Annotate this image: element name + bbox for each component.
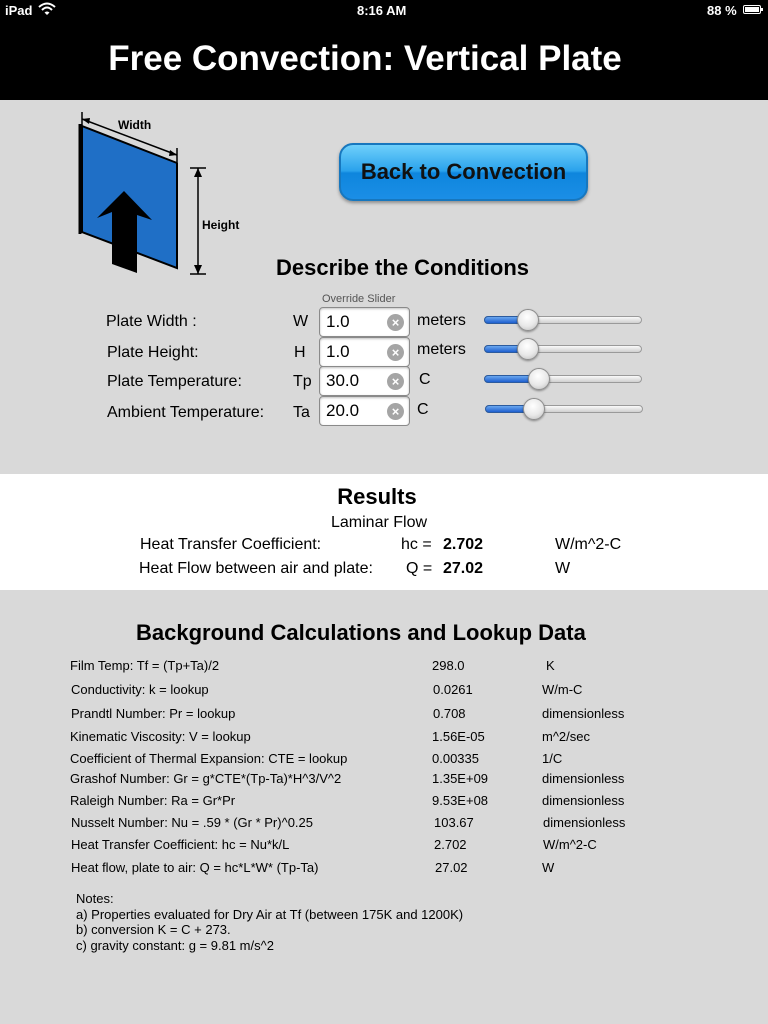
calc-label: Raleigh Number: Ra = Gr*Pr [70,793,236,808]
calc-value: 9.53E+08 [432,793,489,808]
battery-percent: 88 % [707,3,737,18]
override-slider-hint: Override Slider [322,293,396,305]
clear-icon[interactable]: × [387,344,404,361]
calc-value: 1.35E+09 [432,771,489,786]
plate-width-slider[interactable] [484,309,642,331]
calc-value: 0.708 [433,706,466,721]
calc-value: 0.0261 [433,682,473,697]
plate-temperature-symbol: Tp [293,373,312,390]
device-name: iPad [5,3,33,18]
calc-unit: dimensionless [542,793,625,808]
width-dimension-label: Width [118,118,152,132]
calc-unit: m^2/sec [542,729,591,744]
plate-temperature-label: Plate Temperature: [107,373,242,390]
calc-unit: dimensionless [543,815,626,830]
note-line: c) gravity constant: g = 9.81 m/s^2 [76,937,274,953]
note-line: b) conversion K = C + 273. [76,922,231,937]
ambient-temperature-symbol: Ta [293,404,310,421]
calc-label: Prandtl Number: Pr = lookup [71,706,236,721]
heat-transfer-coefficient-label: Heat Transfer Coefficient: [140,536,322,553]
calc-unit: W/m-C [542,682,583,697]
calc-value: 1.56E-05 [432,729,485,744]
plate-width-label: Plate Width : [106,313,197,330]
back-to-convection-button[interactable]: Back to Convection [339,143,588,201]
plate-height-label: Plate Height: [107,344,199,361]
note-line: a) Properties evaluated for Dry Air at Tf (between 175K and 1200K) [76,906,464,922]
calc-label: Grashof Number: Gr = g*CTE*(Tp-Ta)*H^3/V^2 [70,771,342,786]
q-unit: W [555,560,571,577]
calc-unit: dimensionless [542,706,625,721]
plate-width-unit: meters [417,312,466,329]
plate-height-field[interactable] [319,337,410,367]
wifi-icon [38,2,56,19]
calc-value: 298.0 [432,658,465,673]
plate-height-input[interactable] [326,342,384,362]
calc-label: Film Temp: Tf = (Tp+Ta)/2 [70,658,220,673]
q-value: 27.02 [443,560,484,577]
plate-width-symbol: W [293,313,309,330]
vertical-plate-diagram [72,108,272,280]
hc-unit: W/m^2-C [555,536,622,553]
hc-symbol: hc = [401,536,432,553]
title-bar [0,20,768,100]
plate-height-symbol: H [294,344,306,361]
plate-temperature-slider[interactable] [484,368,642,390]
heat-flow-label: Heat Flow between air and plate: [139,560,373,577]
calc-label: Nusselt Number: Nu = .59 * (Gr * Pr)^0.25 [71,815,313,830]
plate-temperature-unit: C [419,371,431,388]
plate-height-unit: meters [417,341,466,358]
notes-section [76,891,463,953]
clock: 8:16 AM [357,3,407,18]
calc-value: 0.00335 [432,751,479,766]
height-dimension-label: Height [202,218,240,232]
conditions-heading: Describe the Conditions [276,255,530,280]
calc-value: 103.67 [434,815,474,830]
page-title: Free Convection: Vertical Plate [108,39,622,78]
flow-regime: Laminar Flow [330,514,428,531]
notes-title: Notes: [76,891,114,906]
clear-icon[interactable]: × [387,314,404,331]
ambient-temperature-label: Ambient Temperature: [107,404,265,421]
clear-icon[interactable]: × [387,403,404,420]
calc-unit: dimensionless [542,771,625,786]
calc-label: Heat Transfer Coefficient: hc = Nu*k/L [71,837,290,852]
slider-thumb[interactable] [517,338,539,360]
calc-label: Coefficient of Thermal Expansion: CTE = lookup [70,751,348,766]
calc-value: 27.02 [435,860,468,875]
ambient-temperature-unit: C [417,401,429,418]
ambient-temperature-slider[interactable] [485,398,643,420]
plate-height-slider[interactable] [484,338,642,360]
ambient-temperature-field[interactable] [319,396,410,426]
calc-unit: K [546,658,555,673]
calc-label: Heat flow, plate to air: Q = hc*L*W* (Tp-Ta) [71,860,319,875]
plate-temperature-field[interactable] [319,366,410,396]
status-bar [0,0,768,20]
battery-icon [743,5,761,14]
background-heading: Background Calculations and Lookup Data [136,620,586,645]
slider-thumb[interactable] [528,368,550,390]
calc-unit: 1/C [542,751,563,766]
plate-temperature-input[interactable] [326,371,384,391]
q-symbol: Q = [406,560,433,577]
calc-label: Conductivity: k = lookup [71,682,209,697]
slider-thumb[interactable] [523,398,545,420]
results-panel [0,474,768,590]
hc-value: 2.702 [443,536,484,553]
calc-unit: W/m^2-C [543,837,597,852]
calc-label: Kinematic Viscosity: V = lookup [70,729,251,744]
calc-unit: W [542,860,555,875]
plate-width-input[interactable] [326,312,384,332]
ambient-temperature-input[interactable] [326,401,384,421]
clear-icon[interactable]: × [387,373,404,390]
slider-thumb[interactable] [517,309,539,331]
results-heading: Results [337,484,417,509]
plate-width-field[interactable] [319,307,410,337]
calc-value: 2.702 [434,837,467,852]
